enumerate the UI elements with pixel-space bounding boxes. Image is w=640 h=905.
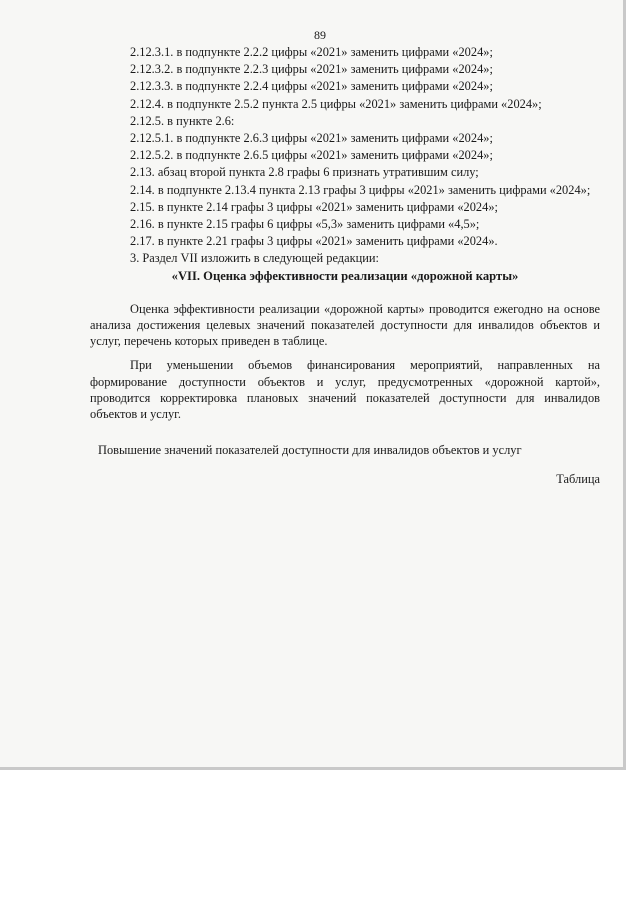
amendment-item: 3. Раздел VII изложить в следующей редакции: <box>130 251 379 266</box>
document-body <box>90 44 600 489</box>
amendment-item: 2.12.3.1. в подпункте 2.2.2 цифры «2021» заменить цифрами «2024»; <box>130 45 493 59</box>
amendment-item: 2.12.5.1. в подпункте 2.6.3 цифры «2021» заменить цифрами «2024»; <box>130 131 493 146</box>
amendment-item: 2.12.5.2. в подпункте 2.6.5 цифры «2021» заменить цифрами «2024»; <box>130 148 493 163</box>
amendment-item: 2.12.3.2. в подпункте 2.2.3 цифры «2021» заменить цифрами «2024»; <box>130 62 493 77</box>
amendment-item: 2.17. в пункте 2.21 графы 3 цифры «2021» заменить цифрами «2024». <box>130 234 498 249</box>
paragraph: При уменьшении объемов финансирования мероприятий, направленных на формирование доступности объектов и услуг, предусмотренных «дорожной картой», проводится корректировка плановых значений показателей доступности для инвалидов объектов и услуг. <box>90 358 600 422</box>
amendment-item: 2.12.4. в подпункте 2.5.2 пункта 2.5 цифры «2021» заменить цифрами «2024»; <box>130 96 542 111</box>
table-heading: Повышение значений показателей доступности для инвалидов объектов и услуг <box>98 443 522 458</box>
page-number: 89 <box>314 28 326 42</box>
amendment-item: 2.16. в пункте 2.15 графы 6 цифры «5,3» заменить цифрами «4,5»; <box>130 217 480 232</box>
amendment-item: 2.13. абзац второй пункта 2.8 графы 6 признать утратившим силу; <box>130 165 479 180</box>
amendment-item: 2.15. в пункте 2.14 графы 3 цифры «2021» заменить цифрами «2024»; <box>130 199 498 214</box>
amendment-item: 2.12.3.3. в подпункте 2.2.4 цифры «2021» заменить цифрами «2024»; <box>130 79 493 94</box>
section-title: «VII. Оценка эффективности реализации «дорожной карты» <box>171 268 519 283</box>
table-label: Таблица <box>556 472 600 487</box>
amendment-item: 2.14. в подпункте 2.13.4 пункта 2.13 графы 3 цифры «2021» заменить цифрами «2024»; <box>130 182 591 197</box>
paragraph: Оценка эффективности реализации «дорожной карты» проводится ежегодно на основе анализа достижения целевых значений показателей доступности для инвалидов объектов и услуг, перечень которых приведен в таблице. <box>90 301 600 349</box>
amendment-item: 2.12.5. в пункте 2.6: <box>130 113 235 128</box>
